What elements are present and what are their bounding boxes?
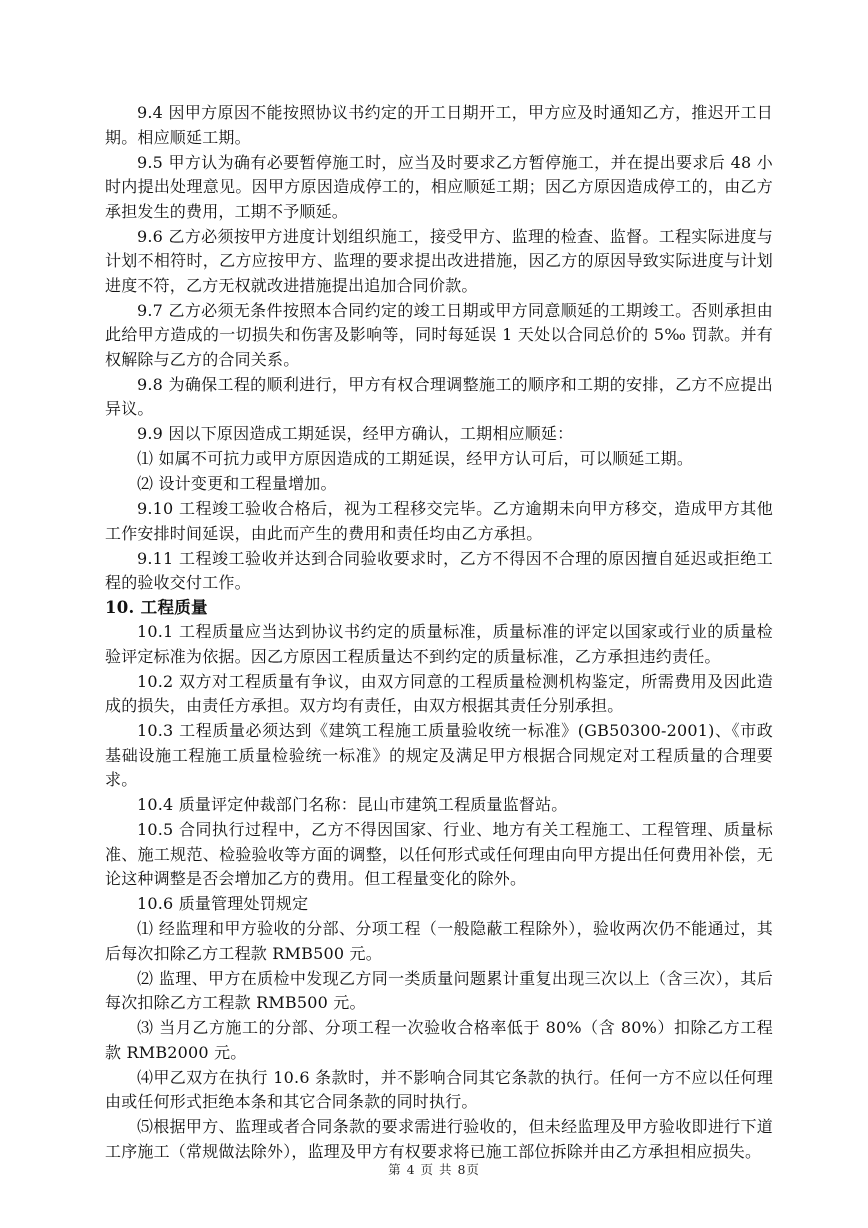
paragraph-10-1: 10.1 工程质量应当达到协议书约定的质量标准，质量标准的评定以国家或行业的质量检验评定标准为依据。因乙方原因工程质量达不到约定的质量标准，乙方承担违约责任。: [105, 622, 773, 666]
paragraph-10-6-item-2: ⑵ 监理、甲方在质检中发现乙方同一类质量问题累计重复出现三次以上（含三次），其后每次扣除乙方工程款 RMB500 元。: [105, 968, 773, 1012]
paragraph-9-9-item-2: ⑵ 设计变更和工程量增加。: [137, 474, 337, 493]
paragraph-9-11: 9.11 工程竣工验收并达到合同验收要求时，乙方不得因不合理的原因擅自延迟或拒绝工程的验收交付工作。: [105, 548, 773, 592]
paragraph-10-6-item-5: ⑸根据甲方、监理或者合同条款的要求需进行验收的，但未经监理及甲方验收即进行下道工序施工（常规做法除外），监理及甲方有权要求将已施工部位拆除并由乙方承担相应损失。: [105, 1117, 773, 1161]
paragraph-10-6-item-3: ⑶ 当月乙方施工的分部、分项工程一次验收合格率低于 80%（含 80%）扣除乙方工程款 RMB2000 元。: [105, 1018, 773, 1062]
paragraph-10-4: 10.4 质量评定仲裁部门名称：昆山市建筑工程质量监督站。: [137, 795, 568, 814]
page-footer: 第 4 页 共 8页: [388, 1162, 480, 1177]
paragraph-9-4: 9.4 因甲方原因不能按照协议书约定的开工日期开工，甲方应及时通知乙方，推迟开工日期。相应顺延工期。: [105, 103, 773, 147]
paragraph-9-9: 9.9 因以下原因造成工期延误，经甲方确认，工期相应顺延：: [137, 424, 574, 443]
document-body: [105, 101, 773, 1164]
paragraph-10-5: 10.5 合同执行过程中，乙方不得因国家、行业、地方有关工程施工、工程管理、质量标准、施工规范、检验验收等方面的调整，以任何形式或任何理由向甲方提出任何费用补偿，无论这种调整是否会增加乙方的费用。但工程量变化的除外。: [105, 820, 773, 888]
paragraph-9-6: 9.6 乙方必须按甲方进度计划组织施工，接受甲方、监理的检查、监督。工程实际进度与计划不相符时，乙方应按甲方、监理的要求提出改进措施，因乙方的原因导致实际进度与计划进度不符，乙方无权就改进措施提出追加合同价款。: [105, 226, 773, 295]
paragraph-10-2: 10.2 双方对工程质量有争议，由双方同意的工程质量检测机构鉴定，所需费用及因此造成的损失，由责任方承担。双方均有责任，由双方根据其责任分别承担。: [105, 671, 773, 715]
section-heading-quality: 10. 工程质量: [105, 597, 208, 617]
paragraph-10-3: 10.3 工程质量必须达到《建筑工程施工质量验收统一标准》(GB50300-2001)、《市政基础设施工程施工质量检验统一标准》的规定及满足甲方根据合同规定对工程质量的合理要求。: [105, 721, 773, 789]
paragraph-9-9-item-1: ⑴ 如属不可抗力或甲方原因造成的工期延误，经甲方认可后，可以顺延工期。: [137, 449, 694, 468]
paragraph-9-7: 9.7 乙方必须无条件按照本合同约定的竣工日期或甲方同意顺延的工期竣工。否则承担由此给甲方造成的一切损失和伤害及影响等，同时每延误 1 天处以合同总价的 5‰ 罚款。并有权解除与乙方的合同关系。: [105, 300, 773, 369]
paragraph-10-6: 10.6 质量管理处罚规定: [137, 894, 309, 913]
paragraph-9-5: 9.5 甲方认为确有必要暂停施工时，应当及时要求乙方暂停施工，并在提出要求后 48 小时内提出处理意见。因甲方原因造成停工的，相应顺延工期；因乙方原因造成停工的，由乙方承担发生的费用，工期不予顺延。: [105, 152, 773, 221]
paragraph-9-8: 9.8 为确保工程的顺利进行，甲方有权合理调整施工的顺序和工期的安排，乙方不应提出异议。: [105, 374, 773, 418]
paragraph-10-6-item-1: ⑴ 经监理和甲方验收的分部、分项工程（一般隐蔽工程除外），验收两次仍不能通过，其后每次扣除乙方工程款 RMB500 元。: [105, 919, 773, 963]
paragraph-9-10: 9.10 工程竣工验收合格后，视为工程移交完毕。乙方逾期未向甲方移交，造成甲方其他工作安排时间延误，由此而产生的费用和责任均由乙方承担。: [105, 499, 773, 543]
paragraph-10-6-item-4: ⑷甲乙双方在执行 10.6 条款时，并不影响合同其它条款的执行。任何一方不应以任何理由或任何形式拒绝本条和其它合同条款的同时执行。: [105, 1067, 773, 1111]
